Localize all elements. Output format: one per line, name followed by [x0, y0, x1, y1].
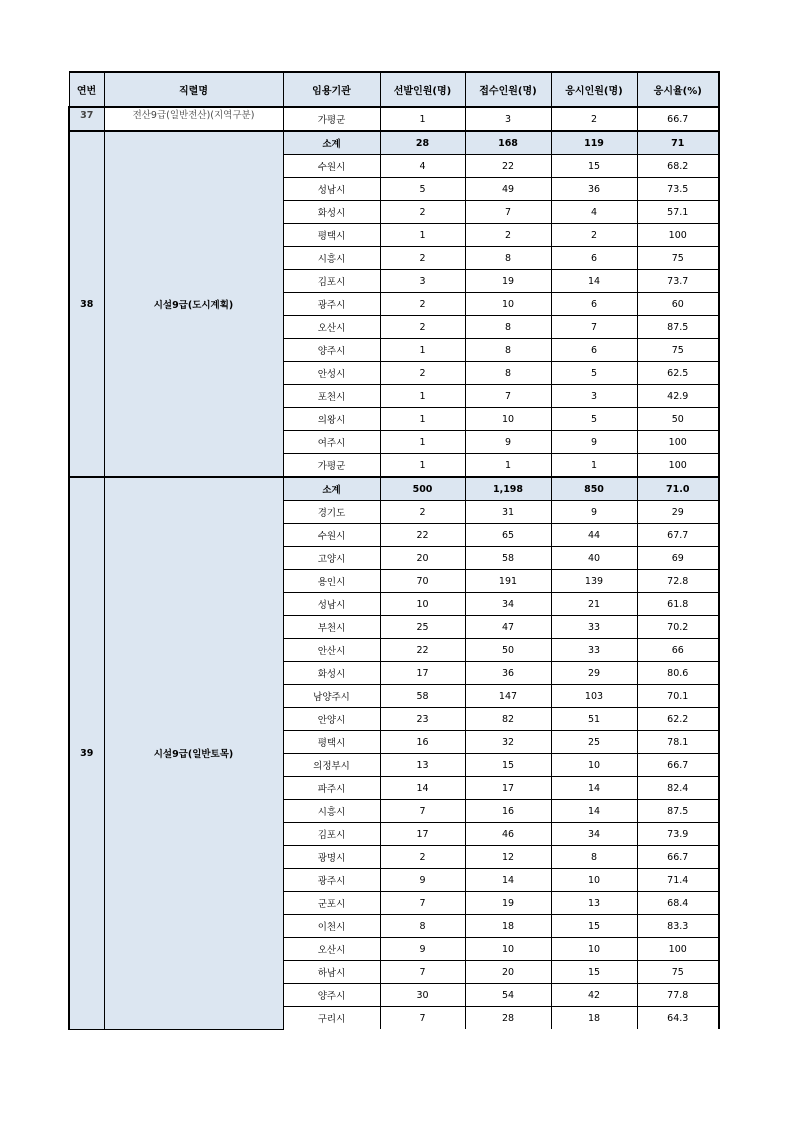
selected-cell: 1: [380, 385, 465, 408]
attended-cell: 15: [551, 961, 637, 984]
rate-cell: 80.6: [637, 662, 719, 685]
rate-cell: 77.8: [637, 984, 719, 1007]
selected-cell: 4: [380, 155, 465, 178]
attended-cell: 2: [551, 224, 637, 247]
rate-cell: 66.7: [637, 107, 719, 131]
attended-cell: 21: [551, 593, 637, 616]
agency-cell: 수원시: [283, 524, 380, 547]
attended-cell: 119: [551, 131, 637, 155]
attended-cell: 7: [551, 316, 637, 339]
selected-cell: 2: [380, 501, 465, 524]
agency-cell: 수원시: [283, 155, 380, 178]
agency-cell: 안산시: [283, 639, 380, 662]
table-body: [69, 107, 719, 1029]
rate-cell: 87.5: [637, 800, 719, 823]
selected-cell: 1: [380, 339, 465, 362]
header-seq: 연번: [69, 72, 104, 107]
subtotal-row: [69, 477, 719, 501]
rate-cell: 73.9: [637, 823, 719, 846]
agency-cell: 가평군: [283, 454, 380, 478]
selected-cell: 20: [380, 547, 465, 570]
attended-cell: 44: [551, 524, 637, 547]
header-selected: 선발인원(명): [380, 72, 465, 107]
attended-cell: 15: [551, 155, 637, 178]
agency-cell: 안양시: [283, 708, 380, 731]
rate-cell: 70.1: [637, 685, 719, 708]
rate-cell: 71.0: [637, 477, 719, 501]
applied-cell: 65: [465, 524, 551, 547]
agency-cell: 화성시: [283, 201, 380, 224]
rate-cell: 69: [637, 547, 719, 570]
attended-cell: 40: [551, 547, 637, 570]
applied-cell: 82: [465, 708, 551, 731]
selected-cell: 70: [380, 570, 465, 593]
rate-cell: 71: [637, 131, 719, 155]
attended-cell: 33: [551, 639, 637, 662]
agency-cell: 소계: [283, 477, 380, 501]
attended-cell: 36: [551, 178, 637, 201]
seq-cell: 38: [69, 131, 104, 477]
attended-cell: 14: [551, 270, 637, 293]
position-cell: 시설9급(도시계획): [104, 131, 283, 477]
attended-cell: 5: [551, 408, 637, 431]
agency-cell: 하남시: [283, 961, 380, 984]
rate-cell: 67.7: [637, 524, 719, 547]
rate-cell: 66: [637, 639, 719, 662]
selected-cell: 5: [380, 178, 465, 201]
rate-cell: 73.7: [637, 270, 719, 293]
attended-cell: 9: [551, 501, 637, 524]
attended-cell: 850: [551, 477, 637, 501]
rate-cell: 75: [637, 247, 719, 270]
applied-cell: 18: [465, 915, 551, 938]
agency-cell: 양주시: [283, 339, 380, 362]
attended-cell: 25: [551, 731, 637, 754]
applied-cell: 28: [465, 1007, 551, 1030]
subtotal-row: [69, 131, 719, 155]
attended-cell: 15: [551, 915, 637, 938]
selected-cell: 7: [380, 1007, 465, 1030]
header-agency: 임용기관: [283, 72, 380, 107]
selected-cell: 2: [380, 316, 465, 339]
attended-cell: 4: [551, 201, 637, 224]
applied-cell: 49: [465, 178, 551, 201]
agency-cell: 이천시: [283, 915, 380, 938]
rate-cell: 83.3: [637, 915, 719, 938]
header-position: 직렬명: [104, 72, 283, 107]
agency-cell: 파주시: [283, 777, 380, 800]
selected-cell: 30: [380, 984, 465, 1007]
selected-cell: 7: [380, 961, 465, 984]
header-applied: 접수인원(명): [465, 72, 551, 107]
attended-cell: 10: [551, 754, 637, 777]
selected-cell: 16: [380, 731, 465, 754]
applied-cell: 58: [465, 547, 551, 570]
selected-cell: 7: [380, 800, 465, 823]
attended-cell: 13: [551, 892, 637, 915]
selected-cell: 1: [380, 408, 465, 431]
rate-cell: 62.2: [637, 708, 719, 731]
position-cell: 시설9급(일반토목): [104, 477, 283, 1029]
header-row: [69, 72, 719, 107]
selected-cell: 3: [380, 270, 465, 293]
agency-cell: 용인시: [283, 570, 380, 593]
attended-cell: 10: [551, 869, 637, 892]
agency-cell: 광명시: [283, 846, 380, 869]
rate-cell: 71.4: [637, 869, 719, 892]
agency-cell: 여주시: [283, 431, 380, 454]
applied-cell: 8: [465, 339, 551, 362]
applied-cell: 19: [465, 270, 551, 293]
rate-cell: 78.1: [637, 731, 719, 754]
rate-cell: 29: [637, 501, 719, 524]
applied-cell: 8: [465, 247, 551, 270]
attended-cell: 3: [551, 385, 637, 408]
attended-cell: 29: [551, 662, 637, 685]
selected-cell: 17: [380, 662, 465, 685]
rate-cell: 100: [637, 938, 719, 961]
rate-cell: 73.5: [637, 178, 719, 201]
selected-cell: 13: [380, 754, 465, 777]
attended-cell: 33: [551, 616, 637, 639]
selected-cell: 2: [380, 362, 465, 385]
selected-cell: 2: [380, 293, 465, 316]
applied-cell: 34: [465, 593, 551, 616]
rate-cell: 100: [637, 224, 719, 247]
selected-cell: 23: [380, 708, 465, 731]
selected-cell: 1: [380, 224, 465, 247]
agency-cell: 군포시: [283, 892, 380, 915]
selected-cell: 2: [380, 846, 465, 869]
applied-cell: 1: [465, 454, 551, 478]
applied-cell: 10: [465, 293, 551, 316]
rate-cell: 42.9: [637, 385, 719, 408]
agency-cell: 구리시: [283, 1007, 380, 1030]
agency-cell: 오산시: [283, 316, 380, 339]
agency-cell: 남양주시: [283, 685, 380, 708]
attended-cell: 8: [551, 846, 637, 869]
attended-cell: 14: [551, 777, 637, 800]
agency-cell: 성남시: [283, 593, 380, 616]
rate-cell: 82.4: [637, 777, 719, 800]
applied-cell: 147: [465, 685, 551, 708]
agency-cell: 경기도: [283, 501, 380, 524]
selected-cell: 500: [380, 477, 465, 501]
agency-cell: 시흥시: [283, 247, 380, 270]
attended-cell: 10: [551, 938, 637, 961]
applied-cell: 10: [465, 938, 551, 961]
applied-cell: 7: [465, 201, 551, 224]
selected-cell: 9: [380, 869, 465, 892]
selected-cell: 58: [380, 685, 465, 708]
rate-cell: 57.1: [637, 201, 719, 224]
applied-cell: 22: [465, 155, 551, 178]
applied-cell: 9: [465, 431, 551, 454]
seq-cell: 39: [69, 477, 104, 1029]
agency-cell: 평택시: [283, 731, 380, 754]
applied-cell: 17: [465, 777, 551, 800]
rate-cell: 50: [637, 408, 719, 431]
applied-cell: 46: [465, 823, 551, 846]
attended-cell: 1: [551, 454, 637, 478]
agency-cell: 고양시: [283, 547, 380, 570]
agency-cell: 평택시: [283, 224, 380, 247]
applied-cell: 36: [465, 662, 551, 685]
rate-cell: 66.7: [637, 846, 719, 869]
rate-cell: 68.4: [637, 892, 719, 915]
applied-cell: 12: [465, 846, 551, 869]
agency-cell: 양주시: [283, 984, 380, 1007]
position-cell: 전산9급(일반전산)(지역구분): [104, 107, 283, 131]
applied-cell: 32: [465, 731, 551, 754]
attended-cell: 6: [551, 339, 637, 362]
applied-cell: 16: [465, 800, 551, 823]
selected-cell: 25: [380, 616, 465, 639]
agency-cell: 안성시: [283, 362, 380, 385]
agency-cell: 포천시: [283, 385, 380, 408]
attended-cell: 34: [551, 823, 637, 846]
applied-cell: 10: [465, 408, 551, 431]
rate-cell: 62.5: [637, 362, 719, 385]
selected-cell: 22: [380, 524, 465, 547]
applied-cell: 2: [465, 224, 551, 247]
applied-cell: 191: [465, 570, 551, 593]
selected-cell: 2: [380, 201, 465, 224]
rate-cell: 61.8: [637, 593, 719, 616]
applied-cell: 168: [465, 131, 551, 155]
selected-cell: 1: [380, 431, 465, 454]
selected-cell: 8: [380, 915, 465, 938]
attended-cell: 18: [551, 1007, 637, 1030]
rate-cell: 75: [637, 339, 719, 362]
attended-cell: 14: [551, 800, 637, 823]
attended-cell: 51: [551, 708, 637, 731]
selected-cell: 1: [380, 107, 465, 131]
attended-cell: 5: [551, 362, 637, 385]
seq-cell: 37: [69, 107, 104, 131]
attended-cell: 9: [551, 431, 637, 454]
selected-cell: 10: [380, 593, 465, 616]
table-row: [69, 107, 719, 131]
attended-cell: 42: [551, 984, 637, 1007]
agency-cell: 김포시: [283, 270, 380, 293]
header-rate: 응시율(%): [637, 72, 719, 107]
applied-cell: 8: [465, 362, 551, 385]
agency-cell: 가평군: [283, 107, 380, 131]
selected-cell: 14: [380, 777, 465, 800]
attended-cell: 2: [551, 107, 637, 131]
applied-cell: 8: [465, 316, 551, 339]
selected-cell: 9: [380, 938, 465, 961]
agency-cell: 성남시: [283, 178, 380, 201]
applied-cell: 1,198: [465, 477, 551, 501]
agency-cell: 광주시: [283, 293, 380, 316]
applied-cell: 7: [465, 385, 551, 408]
applied-cell: 31: [465, 501, 551, 524]
exam-statistics-table: [68, 71, 720, 1030]
header-attended: 응시인원(명): [551, 72, 637, 107]
agency-cell: 의왕시: [283, 408, 380, 431]
applied-cell: 19: [465, 892, 551, 915]
attended-cell: 139: [551, 570, 637, 593]
rate-cell: 60: [637, 293, 719, 316]
agency-cell: 소계: [283, 131, 380, 155]
rate-cell: 66.7: [637, 754, 719, 777]
agency-cell: 오산시: [283, 938, 380, 961]
selected-cell: 28: [380, 131, 465, 155]
rate-cell: 100: [637, 431, 719, 454]
selected-cell: 2: [380, 247, 465, 270]
selected-cell: 1: [380, 454, 465, 478]
rate-cell: 68.2: [637, 155, 719, 178]
attended-cell: 6: [551, 247, 637, 270]
rate-cell: 70.2: [637, 616, 719, 639]
selected-cell: 7: [380, 892, 465, 915]
rate-cell: 64.3: [637, 1007, 719, 1030]
selected-cell: 22: [380, 639, 465, 662]
attended-cell: 103: [551, 685, 637, 708]
agency-cell: 광주시: [283, 869, 380, 892]
agency-cell: 시흥시: [283, 800, 380, 823]
agency-cell: 화성시: [283, 662, 380, 685]
rate-cell: 72.8: [637, 570, 719, 593]
applied-cell: 20: [465, 961, 551, 984]
agency-cell: 김포시: [283, 823, 380, 846]
selected-cell: 17: [380, 823, 465, 846]
attended-cell: 6: [551, 293, 637, 316]
rate-cell: 75: [637, 961, 719, 984]
applied-cell: 47: [465, 616, 551, 639]
applied-cell: 15: [465, 754, 551, 777]
applied-cell: 14: [465, 869, 551, 892]
rate-cell: 87.5: [637, 316, 719, 339]
rate-cell: 100: [637, 454, 719, 478]
agency-cell: 부천시: [283, 616, 380, 639]
applied-cell: 50: [465, 639, 551, 662]
agency-cell: 의정부시: [283, 754, 380, 777]
applied-cell: 54: [465, 984, 551, 1007]
applied-cell: 3: [465, 107, 551, 131]
